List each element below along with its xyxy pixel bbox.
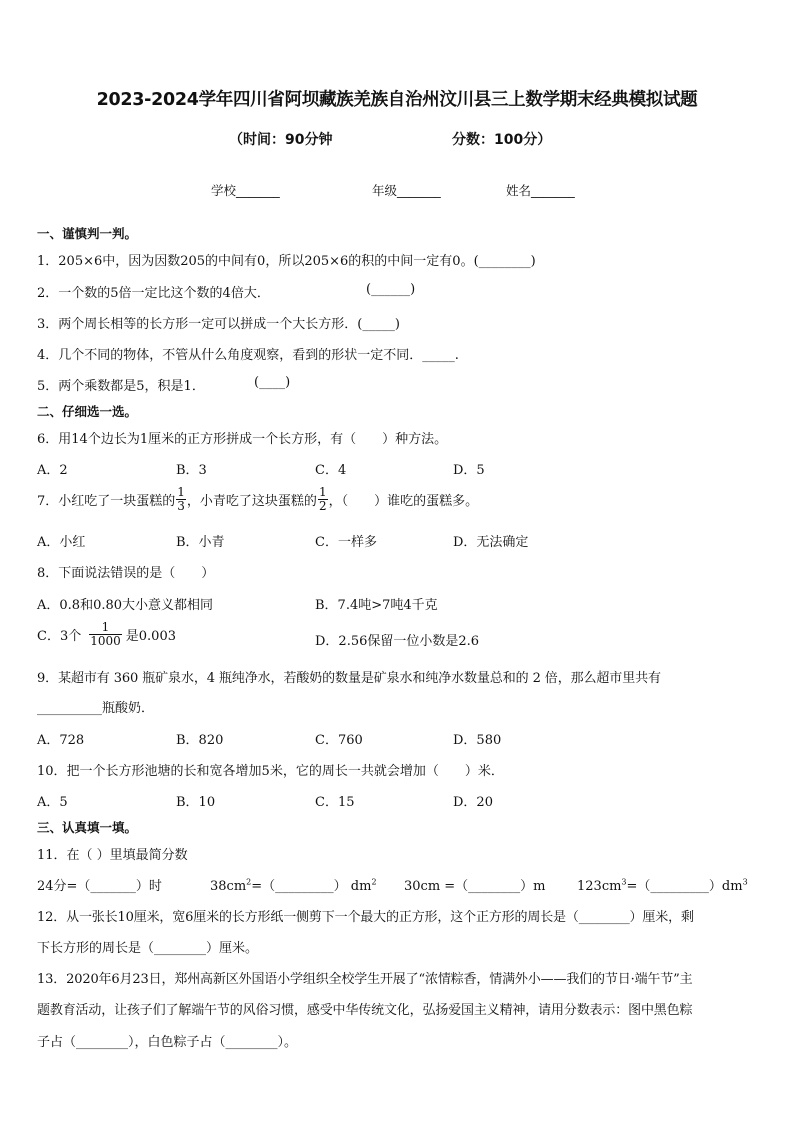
superscript-3: 3 bbox=[742, 877, 748, 887]
question-2-blank: (______) bbox=[366, 282, 416, 297]
fraction-one-half bbox=[318, 486, 328, 513]
q8-option-d: D．2.56保留一位小数是2.6 bbox=[315, 634, 480, 649]
fraction-numerator: 1 bbox=[101, 620, 110, 634]
question-13-line3: 子占（________），白色粽子占（________）。 bbox=[37, 1035, 298, 1050]
q8-c-text-b: 是0.003 bbox=[125, 629, 176, 644]
superscript-2: 2 bbox=[246, 877, 252, 887]
q7-option-c: C．一样多 bbox=[315, 535, 377, 550]
q8-option-b: B．7.4吨>7吨4千克 bbox=[315, 598, 438, 613]
q7-option-d: D．无法确定 bbox=[453, 535, 529, 550]
grade-field: 年级_______ bbox=[372, 183, 441, 198]
section-heading-choose: 二、仔细选一选。 bbox=[37, 404, 138, 419]
q11-b4-text-b: =（_________）dm bbox=[626, 879, 743, 894]
question-2: 2．一个数的5倍一定比这个数的4倍大． bbox=[37, 286, 270, 301]
q10-option-d: D．20 bbox=[453, 795, 493, 810]
q9-option-d: D．580 bbox=[453, 733, 502, 748]
q10-option-b: B．10 bbox=[176, 795, 216, 810]
question-12-line2: 下长方形的周长是（________）厘米。 bbox=[37, 941, 259, 956]
q7-option-b: B．小青 bbox=[176, 535, 225, 550]
q8-c-text-a: C．3个 bbox=[37, 629, 82, 644]
q11-b2-text-a: 38cm bbox=[210, 879, 247, 894]
q9-option-b: B．820 bbox=[176, 733, 224, 748]
q6-option-d: D．5 bbox=[453, 463, 485, 478]
question-11: 11．在（ ）里填最简分数 bbox=[37, 848, 188, 863]
school-field: 学校_______ bbox=[211, 183, 280, 198]
superscript-3: 3 bbox=[621, 877, 627, 887]
q8-option-a: A．0.8和0.80大小意义都相同 bbox=[37, 598, 214, 613]
superscript-2: 2 bbox=[371, 877, 377, 887]
q9-option-a: A．728 bbox=[37, 733, 85, 748]
q7-text-a: 7．小红吃了一块蛋糕的 bbox=[37, 494, 176, 509]
q11-b4-text-a: 123cm bbox=[577, 879, 622, 894]
q11-b2-text-b: =（_________） dm bbox=[251, 879, 372, 894]
q10-option-c: C．15 bbox=[315, 795, 355, 810]
section-heading-judge: 一、谨慎判一判。 bbox=[37, 226, 138, 241]
question-9: 9．某超市有 360 瓶矿泉水，4 瓶纯净水，若酸奶的数量是矿泉水和纯净水数量总和的 2 倍，那么超市里共有 bbox=[37, 671, 661, 686]
question-4: 4．几个不同的物体，不管从什么角度观察，看到的形状一定不同．_____. bbox=[37, 348, 459, 363]
q11-blank-4 bbox=[577, 875, 748, 894]
question-5-blank: (____) bbox=[254, 375, 291, 390]
question-7 bbox=[37, 486, 478, 513]
question-12: 12．从一张长10厘米，宽6厘米的长方形纸一侧剪下一个最大的正方形，这个正方形的周长是（________）厘米，剩 bbox=[37, 910, 694, 925]
q8-option-c bbox=[37, 621, 176, 648]
question-10: 10．把一个长方形池塘的长和宽各增加5米，它的周长一共就会增加（ ）米． bbox=[37, 764, 504, 779]
question-9-line2: __________瓶酸奶． bbox=[37, 701, 155, 716]
fraction-numerator: 1 bbox=[177, 485, 185, 499]
exam-score: 分数：100分） bbox=[452, 132, 552, 148]
question-1: 1．205×6中，因为因数205的中间有0，所以205×6的积的中间一定有0。(________) bbox=[37, 254, 536, 269]
question-8: 8．下面说法错误的是（ ） bbox=[37, 566, 215, 581]
fraction-denominator: 2 bbox=[318, 499, 327, 513]
fraction-denominator: 3 bbox=[177, 499, 185, 513]
fraction-denominator: 1000 bbox=[90, 634, 121, 648]
question-3: 3．两个周长相等的长方形一定可以拼成一个大长方形．(_____) bbox=[37, 317, 400, 332]
question-6: 6．用14个边长为1厘米的正方形拼成一个长方形，有（ ）种方法。 bbox=[37, 432, 448, 447]
q10-option-a: A．5 bbox=[37, 795, 68, 810]
q7-text-b: ，小青吃了这块蛋糕的 bbox=[186, 494, 317, 509]
exam-time: （时间：90分钟 bbox=[229, 132, 333, 148]
section-heading-fill: 三、认真填一填。 bbox=[37, 820, 138, 835]
question-13-line2: 题教育活动，让孩子们了解端午节的风俗习惯，感受中华传统文化，弘扬爱国主义精神，请用分数表示：图中黑色粽 bbox=[37, 1003, 693, 1018]
q6-option-a: A．2 bbox=[37, 463, 68, 478]
fraction-one-thousandth bbox=[89, 621, 122, 648]
q7-text-c: ，（ ）谁吃的蛋糕多。 bbox=[328, 494, 479, 509]
q7-option-a: A．小红 bbox=[37, 535, 86, 550]
exam-title: 2023-2024学年四川省阿坝藏族羌族自治州汶川县三上数学期末经典模拟试题 bbox=[96, 90, 698, 110]
q9-option-c: C．760 bbox=[315, 733, 363, 748]
q11-blank-1: 24分=（_______）时 bbox=[37, 879, 162, 894]
q6-option-c: C．4 bbox=[315, 463, 347, 478]
q6-option-b: B．3 bbox=[176, 463, 207, 478]
name-field: 姓名_______ bbox=[506, 183, 575, 198]
q11-blank-3: 30cm =（________）m bbox=[404, 879, 546, 894]
q11-blank-2 bbox=[210, 875, 377, 894]
question-5: 5．两个乘数都是5，积是1． bbox=[37, 379, 205, 394]
fraction-one-third bbox=[176, 486, 186, 513]
question-13: 13．2020年6月23日，郑州高新区外国语小学组织全校学生开展了“浓情粽香，情满外小——我们的节日·端午节”主 bbox=[37, 972, 693, 987]
fraction-numerator: 1 bbox=[318, 485, 327, 499]
